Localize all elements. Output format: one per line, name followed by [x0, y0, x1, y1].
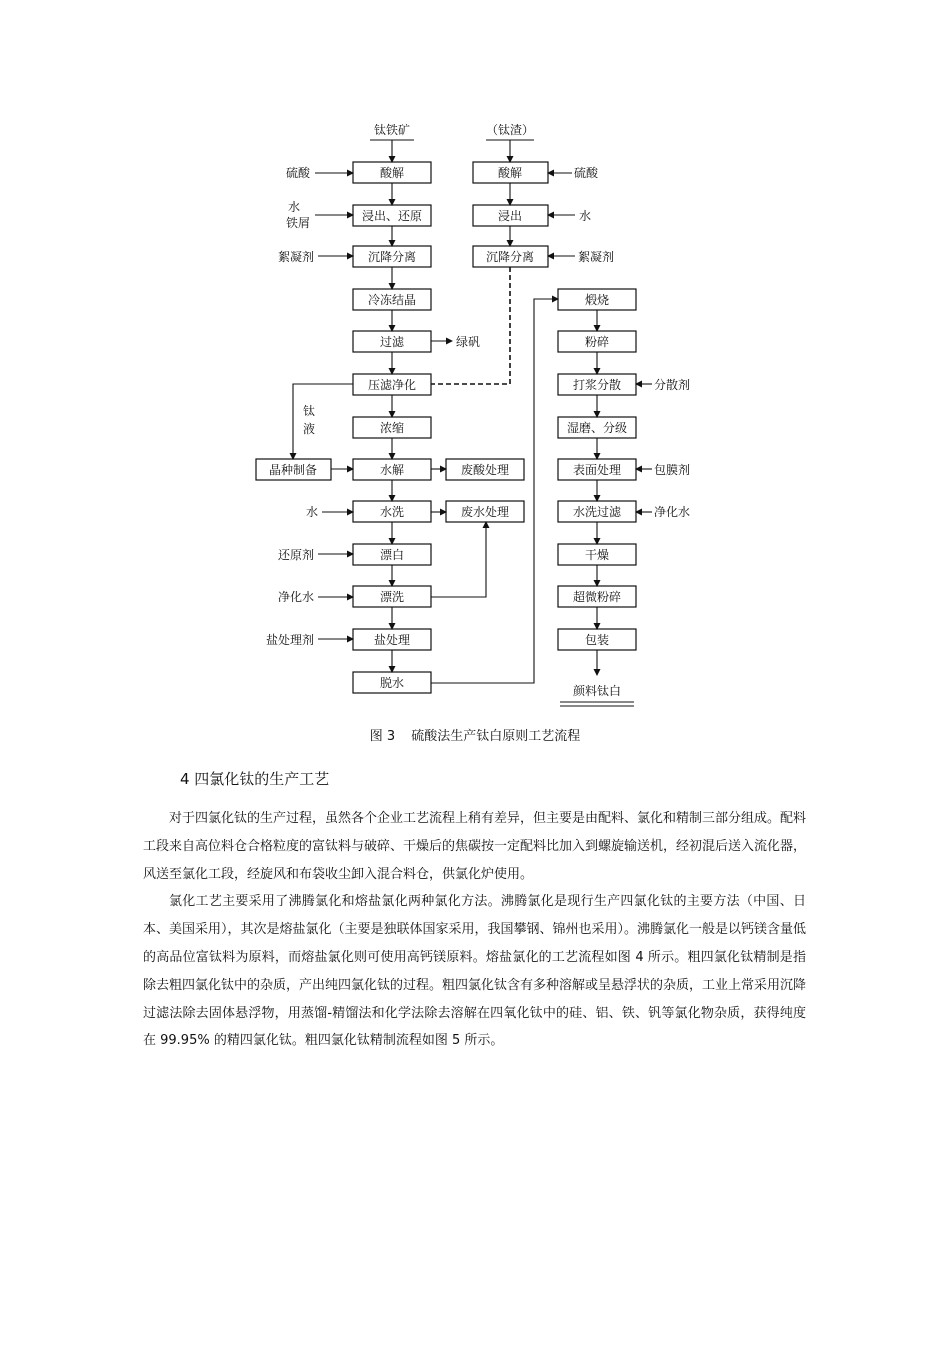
step-label: 酸解: [497, 166, 523, 180]
input-water: 水: [287, 200, 301, 214]
paragraph: 氯化工艺主要采用了沸腾氯化和熔盐氯化两种氯化方法。沸腾氯化是现行生产四氯化钛的主要方法（中国、日本、美国采用），其次是熔盐氯化（主要是独联体国家采用，我国攀钢、锦州也采用）。沸腾氯化一般是以钙镁含量低的高品位富钛料为原料，而熔盐氯化则可使用高钙镁原料。熔盐氯化的工艺流程如图 4 所示。粗四氯化钛精制是指除去粗四氯化钛中的杂质，产出纯四氯化钛的过程。粗四氯化钛含有多种溶解或呈悬浮状的杂质，工业上常采用沉降过滤法除去固体悬浮物，用蒸馏-精馏法和化学法除去溶解在四氧化钛中的硅、铝、铁、钒等氯化物杂质，获得纯度在 99.95% 的精四氯化钛。粗四氯化钛精制流程如图 5 所示。: [143, 894, 807, 1049]
step-label: 沉降分离: [485, 250, 535, 264]
step-label: 脱水: [379, 676, 405, 690]
input-pure-water: 净化水: [654, 505, 691, 519]
step-label: 煅烧: [584, 293, 610, 307]
input-reductant: 还原剂: [277, 548, 314, 562]
step-label: 盐处理: [373, 633, 411, 647]
input-salt-agent: 盐处理剂: [265, 633, 314, 647]
step-label: 湿磨、分级: [566, 421, 628, 435]
ti-liquid-label: 液: [302, 422, 316, 436]
step-label: 漂洗: [379, 590, 405, 604]
ti-liquid-label: 钛: [302, 404, 316, 418]
step-label: 压滤净化: [367, 378, 417, 392]
step-label: 超微粉碎: [572, 590, 622, 604]
step-label: 浓缩: [379, 421, 405, 435]
step-label: 水解: [379, 463, 405, 477]
input-acid: 硫酸: [574, 166, 599, 180]
paragraph: 对于四氯化钛的生产过程，虽然各个企业工艺流程上稍有差异，但主要是由配料、氯化和精制三部分组成。配料工段来自高位料仓合格粒度的富钛料与破碎、干燥后的焦碳按一定配料比加入到螺旋输送机，经初混后送入流化器，风送至氯化工段，经旋风和布袋收尘卸入混合料仓，供氯化炉使用。: [143, 811, 807, 882]
source-ilmenite: 钛铁矿: [373, 123, 411, 137]
output-waste-water: 废水处理: [460, 505, 510, 519]
step-label: 酸解: [379, 166, 405, 180]
step-label: 沉降分离: [367, 250, 417, 264]
section-heading: 4 四氯化钛的生产工艺: [180, 770, 330, 788]
step-label: 浸出: [497, 209, 523, 223]
figure-number: 图 3: [369, 729, 396, 744]
step-label: 干燥: [584, 548, 610, 562]
step-label: 冷冻结晶: [367, 293, 417, 307]
input-acid: 硫酸: [285, 166, 310, 180]
figure-title: 硫酸法生产钛白原则工艺流程: [411, 729, 581, 744]
output-seed: 晶种制备: [268, 463, 318, 477]
output-copperas: 绿矾: [456, 335, 481, 349]
step-label: 表面处理: [572, 463, 622, 477]
step-label: 粉碎: [584, 335, 610, 349]
step-label: 水洗过滤: [572, 505, 622, 519]
product-pigment: 颜料钛白: [572, 684, 622, 698]
figure-caption: [0, 725, 950, 744]
step-label: 浸出、还原: [361, 209, 423, 223]
input-dispersant: 分散剂: [654, 378, 691, 392]
step-label: 漂白: [379, 548, 405, 562]
source-titanium-slag: （钛渣）: [485, 123, 535, 137]
input-pure-water: 净化水: [277, 590, 314, 604]
output-waste-acid: 废酸处理: [460, 463, 510, 477]
input-water: 水: [579, 209, 592, 223]
input-iron: 铁屑: [285, 216, 310, 230]
input-coating: 包膜剂: [654, 463, 691, 477]
input-water: 水: [305, 505, 318, 519]
input-flocculant: 絮凝剂: [277, 250, 314, 264]
step-label: 过滤: [379, 335, 405, 349]
step-label: 水洗: [379, 505, 405, 519]
step-label: 包装: [584, 633, 610, 647]
body-text: [143, 805, 806, 1055]
input-flocculant: 絮凝剂: [578, 250, 615, 264]
step-label: 打浆分散: [572, 378, 622, 392]
